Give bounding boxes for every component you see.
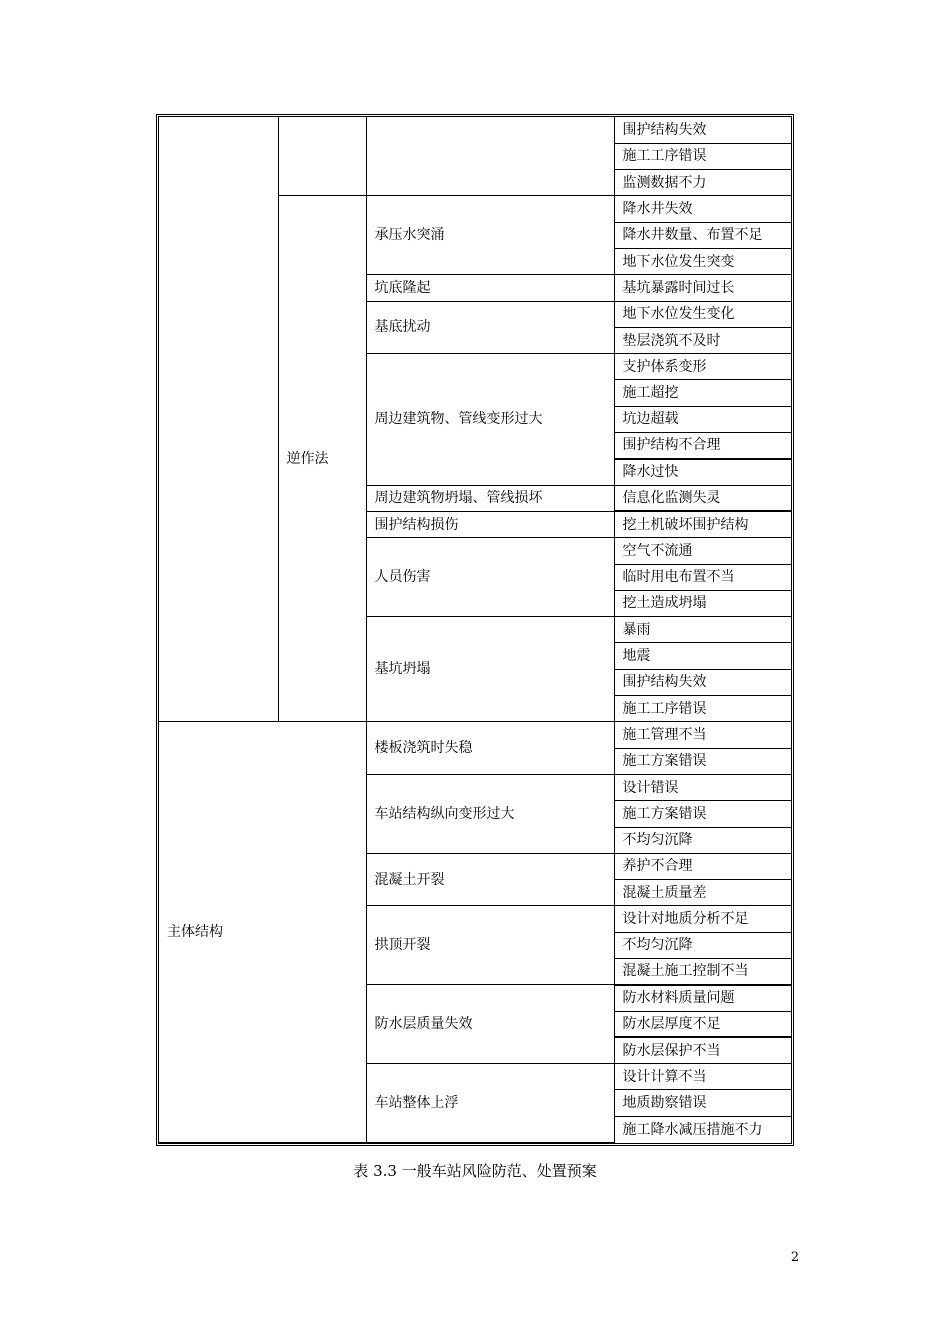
risk-cell: 车站整体上浮 — [366, 1064, 614, 1143]
method-cell — [278, 117, 366, 196]
cause-cell: 施工方案错误 — [614, 748, 791, 774]
cause-cell: 地质勘察错误 — [614, 1090, 791, 1116]
cause-cell: 混凝土质量差 — [614, 880, 791, 906]
method-cell: 逆作法 — [278, 196, 366, 722]
risk-table-body — [159, 117, 791, 1143]
risk-cell: 承压水突涌 — [366, 196, 614, 275]
cause-cell: 支护体系变形 — [614, 354, 791, 380]
cause-cell: 基坑暴露时间过长 — [614, 275, 791, 301]
risk-cell: 楼板浇筑时失稳 — [366, 722, 614, 775]
cause-cell: 养护不合理 — [614, 853, 791, 879]
risk-cell: 车站结构纵向变形过大 — [366, 774, 614, 853]
cause-cell: 坑边超载 — [614, 406, 791, 432]
cause-cell: 临时用电布置不当 — [614, 564, 791, 590]
cause-cell: 施工方案错误 — [614, 801, 791, 827]
cause-cell: 施工超挖 — [614, 380, 791, 406]
risk-cell: 围护结构损伤 — [366, 511, 614, 537]
cause-cell: 施工管理不当 — [614, 722, 791, 748]
risk-cell: 人员伤害 — [366, 538, 614, 617]
risk-cell: 拱顶开裂 — [366, 906, 614, 985]
cause-cell: 防水层保护不当 — [614, 1037, 791, 1063]
table-row — [159, 722, 791, 748]
cause-cell: 围护结构不合理 — [614, 433, 791, 459]
cause-cell: 设计错误 — [614, 774, 791, 800]
cause-cell: 地下水位发生突变 — [614, 248, 791, 274]
table-row — [159, 117, 791, 143]
cause-cell: 降水井失效 — [614, 196, 791, 222]
risk-cell: 防水层质量失效 — [366, 985, 614, 1064]
cause-cell: 防水材料质量问题 — [614, 985, 791, 1011]
table-caption: 表 3.3 一般车站风险防范、处置预案 — [353, 1162, 597, 1180]
cause-cell: 不均匀沉降 — [614, 932, 791, 958]
cause-cell: 垫层浇筑不及时 — [614, 327, 791, 353]
risk-table-frame — [156, 114, 794, 1146]
cause-cell: 空气不流通 — [614, 538, 791, 564]
cause-cell: 挖土造成坍塌 — [614, 590, 791, 616]
cause-cell: 监测数据不力 — [614, 170, 791, 196]
cause-cell: 降水过快 — [614, 459, 791, 485]
category-cell — [159, 117, 278, 722]
risk-cell: 周边建筑物坍塌、管线损坏 — [366, 485, 614, 511]
cause-cell: 地下水位发生变化 — [614, 301, 791, 327]
cause-cell: 施工工序错误 — [614, 143, 791, 169]
page-number: 2 — [790, 1250, 800, 1265]
cause-cell: 施工工序错误 — [614, 696, 791, 722]
cause-cell: 挖土机破坏围护结构 — [614, 511, 791, 537]
cause-cell: 防水层厚度不足 — [614, 1011, 791, 1037]
risk-table — [159, 117, 791, 1143]
risk-cell: 基坑坍塌 — [366, 617, 614, 722]
category-cell: 主体结构 — [159, 722, 366, 1143]
cause-cell: 围护结构失效 — [614, 117, 791, 143]
cause-cell: 地震 — [614, 643, 791, 669]
cause-cell: 施工降水减压措施不力 — [614, 1116, 791, 1142]
cause-cell: 混凝土施工控制不当 — [614, 959, 791, 985]
cause-cell: 信息化监测失灵 — [614, 485, 791, 511]
cause-cell: 设计对地质分析不足 — [614, 906, 791, 932]
risk-cell: 周边建筑物、管线变形过大 — [366, 354, 614, 485]
risk-cell: 坑底隆起 — [366, 275, 614, 301]
cause-cell: 暴雨 — [614, 617, 791, 643]
cause-cell: 不均匀沉降 — [614, 827, 791, 853]
risk-cell: 基底扰动 — [366, 301, 614, 354]
cause-cell: 降水井数量、布置不足 — [614, 222, 791, 248]
cause-cell: 设计计算不当 — [614, 1064, 791, 1090]
risk-cell: 混凝土开裂 — [366, 853, 614, 906]
risk-cell — [366, 117, 614, 196]
cause-cell: 围护结构失效 — [614, 669, 791, 695]
